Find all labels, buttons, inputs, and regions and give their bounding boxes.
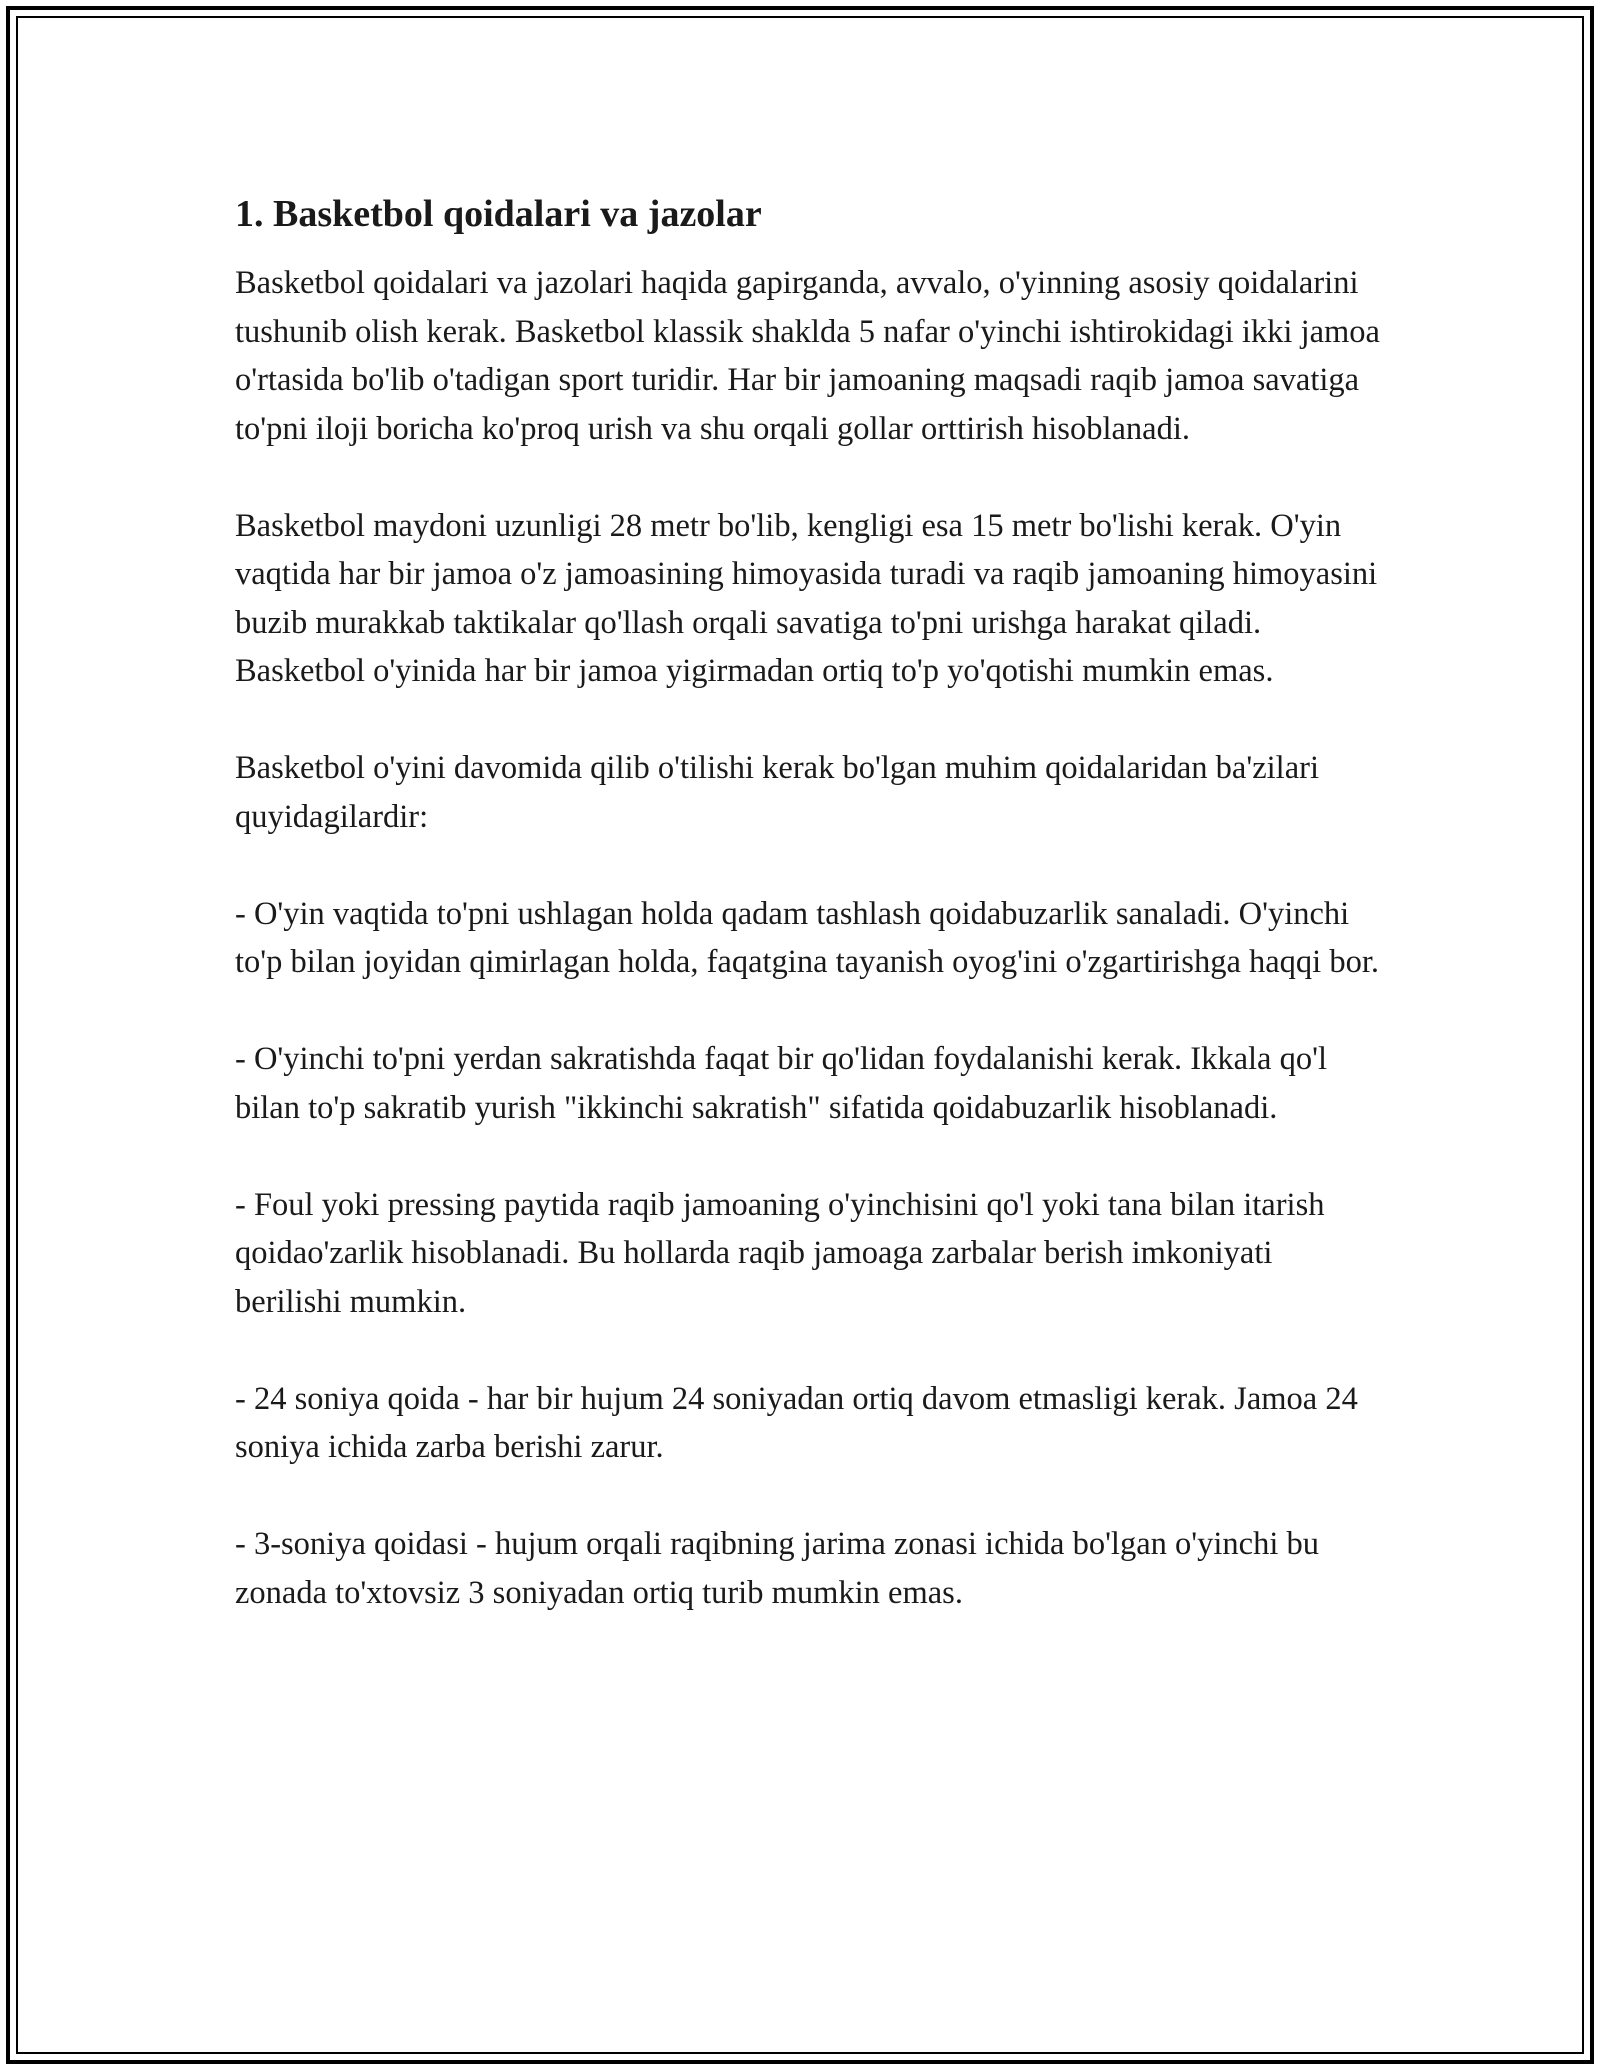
rule-item-dribbling: - O'yinchi to'pni yerdan sakratishda faqat bir qo'lidan foydalanishi kerak. Ikkala qo'l bilan to'p sakratib yurish "ikkinchi sakratish" sifatida qoidabuzarlik hisoblanadi.	[235, 1041, 1327, 1126]
paragraph-court: Basketbol maydoni uzunligi 28 metr bo'lib, kengligi esa 15 metr bo'lishi kerak. O'yin vaqtida har bir jamoa o'z jamoasining himoyasida turadi va raqib jamoaning himoyasini buzib murakkab taktikalar qo'llash orqali savatiga to'pni urishga harakat qiladi. Basketbol o'yinida har bir jamoa yigirmadan ortiq to'p yo'qotishi mumkin emas.	[235, 507, 1378, 689]
document-body	[235, 190, 1385, 1666]
rule-item-traveling: - O'yin vaqtida to'pni ushlagan holda qadam tashlash qoidabuzarlik sanaladi. O'yinchi to'p bilan joyidan qimirlagan holda, faqatgina tayanish oyog'ini o'zgartirishga haqqi bor.	[235, 895, 1379, 980]
paragraph-intro: Basketbol qoidalari va jazolari haqida gapirganda, avvalo, o'yinning asosiy qoidalarini tushunib olish kerak. Basketbol klassik shakldа 5 nafar o'yinchi ishtirokidagi ikki jamoa o'rtasida bo'lib o'tadigan sport turidir. Har bir jamoaning maqsadi raqib jamoa savatiga to'pni iloji boricha ko'proq urish va shu orqali gollar orttirish hisoblanadi.	[235, 265, 1380, 447]
rule-item-24-seconds: - 24 soniya qoida - har bir hujum 24 soniyadan ortiq davom etmasligi kerak. Jamoa 24 soniya ichida zarba berishi zarur.	[235, 1380, 1358, 1465]
section-heading: 1. Basketbol qoidalari va jazolar	[235, 193, 762, 235]
rule-item-3-seconds: - 3-soniya qoidasi - hujum orqali raqibning jarima zonasi ichida bo'lgan o'yinchi bu zonada to'xtovsiz 3 soniyadan ortiq turib mumkin emas.	[235, 1526, 1319, 1611]
paragraph-rules-intro: Basketbol o'yini davomida qilib o'tilishi kerak bo'lgan muhim qoidalaridan ba'zilari quyidagilardir:	[235, 750, 1319, 835]
rule-item-foul: - Foul yoki pressing paytida raqib jamoaning o'yinchisini qo'l yoki tana bilan itarish qoidao'zarlik hisoblanadi. Bu hollarda raqib jamoaga zarbalar berish imkoniyati berilishi mumkin.	[235, 1186, 1325, 1320]
